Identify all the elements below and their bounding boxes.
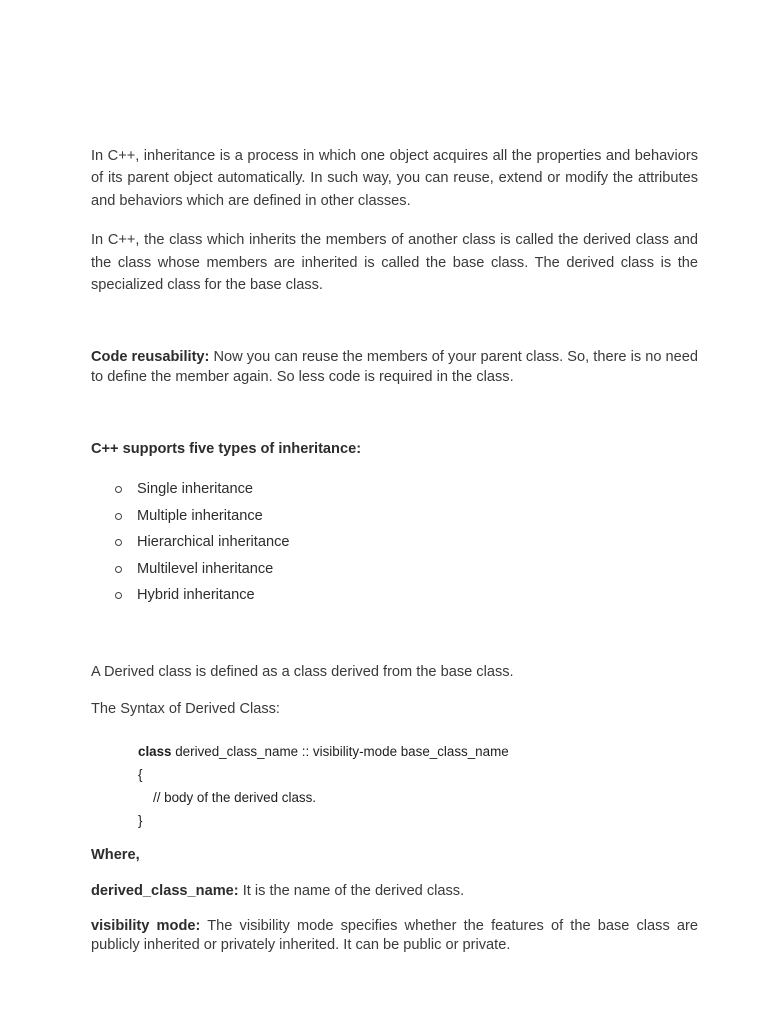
derived-class-name-text: It is the name of the derived class. — [238, 883, 465, 900]
circle-bullet-icon — [115, 513, 122, 520]
code-close-brace: } — [138, 812, 143, 828]
syntax-heading: The Syntax of Derived Class: — [91, 701, 280, 718]
code-reusability-text: Now you can reuse the members of your parent class. So, there is no need to define the member again. So less code is required in the class. — [91, 349, 698, 385]
list-item — [115, 556, 698, 583]
list-item-label: Hybrid inheritance — [137, 587, 255, 604]
visibility-mode-label: visibility mode: — [91, 917, 201, 934]
code-keyword: class — [138, 743, 172, 759]
list-item-label: Multilevel inheritance — [137, 560, 274, 577]
code-reusability-paragraph — [91, 348, 698, 387]
inheritance-types-heading: C++ supports five types of inheritance: — [91, 441, 362, 458]
code-comment: // body of the derived class. — [153, 789, 317, 805]
document-page — [91, 145, 698, 956]
circle-bullet-icon — [115, 592, 122, 599]
visibility-mode-definition — [91, 917, 698, 956]
inheritance-types-list — [91, 476, 698, 609]
circle-bullet-icon — [115, 539, 122, 546]
intro-paragraph-2: In C++, the class which inherits the members of another class is called the derived class and the class whose members are inherited is called the base class. The derived class is the specialized class for the base class. — [91, 232, 698, 294]
list-item-label: Multiple inheritance — [137, 507, 263, 524]
list-item — [115, 582, 698, 609]
derived-class-name-label: derived_class_name: — [91, 883, 239, 900]
list-item-label: Single inheritance — [137, 481, 254, 498]
where-heading: Where, — [91, 846, 140, 863]
list-item-label: Hierarchical inheritance — [137, 534, 290, 551]
visibility-mode-text: The visibility mode specifies whether the features of the base class are publicly inherited or privately inherited. It can be public or private. — [91, 917, 699, 954]
circle-bullet-icon — [115, 486, 122, 493]
derived-class-definition: A Derived class is defined as a class derived from the base class. — [91, 663, 514, 680]
code-declaration-rest: derived_class_name :: visibility-mode base_class_name — [171, 743, 509, 759]
circle-bullet-icon — [115, 566, 122, 573]
code-open-brace: { — [138, 766, 143, 782]
list-item — [115, 476, 698, 503]
code-line-declaration — [138, 740, 698, 763]
intro-paragraph-1: In C++, inheritance is a process in which one object acquires all the properties and behaviors of its parent object automatically. In such way, you can reuse, extend or modify the attributes and behaviors which are defined in other classes. — [91, 148, 698, 209]
derived-class-name-definition — [91, 880, 698, 902]
list-item — [115, 529, 698, 556]
code-reusability-label: Code reusability: — [91, 349, 210, 366]
syntax-code-block — [138, 740, 698, 832]
list-item — [115, 503, 698, 530]
